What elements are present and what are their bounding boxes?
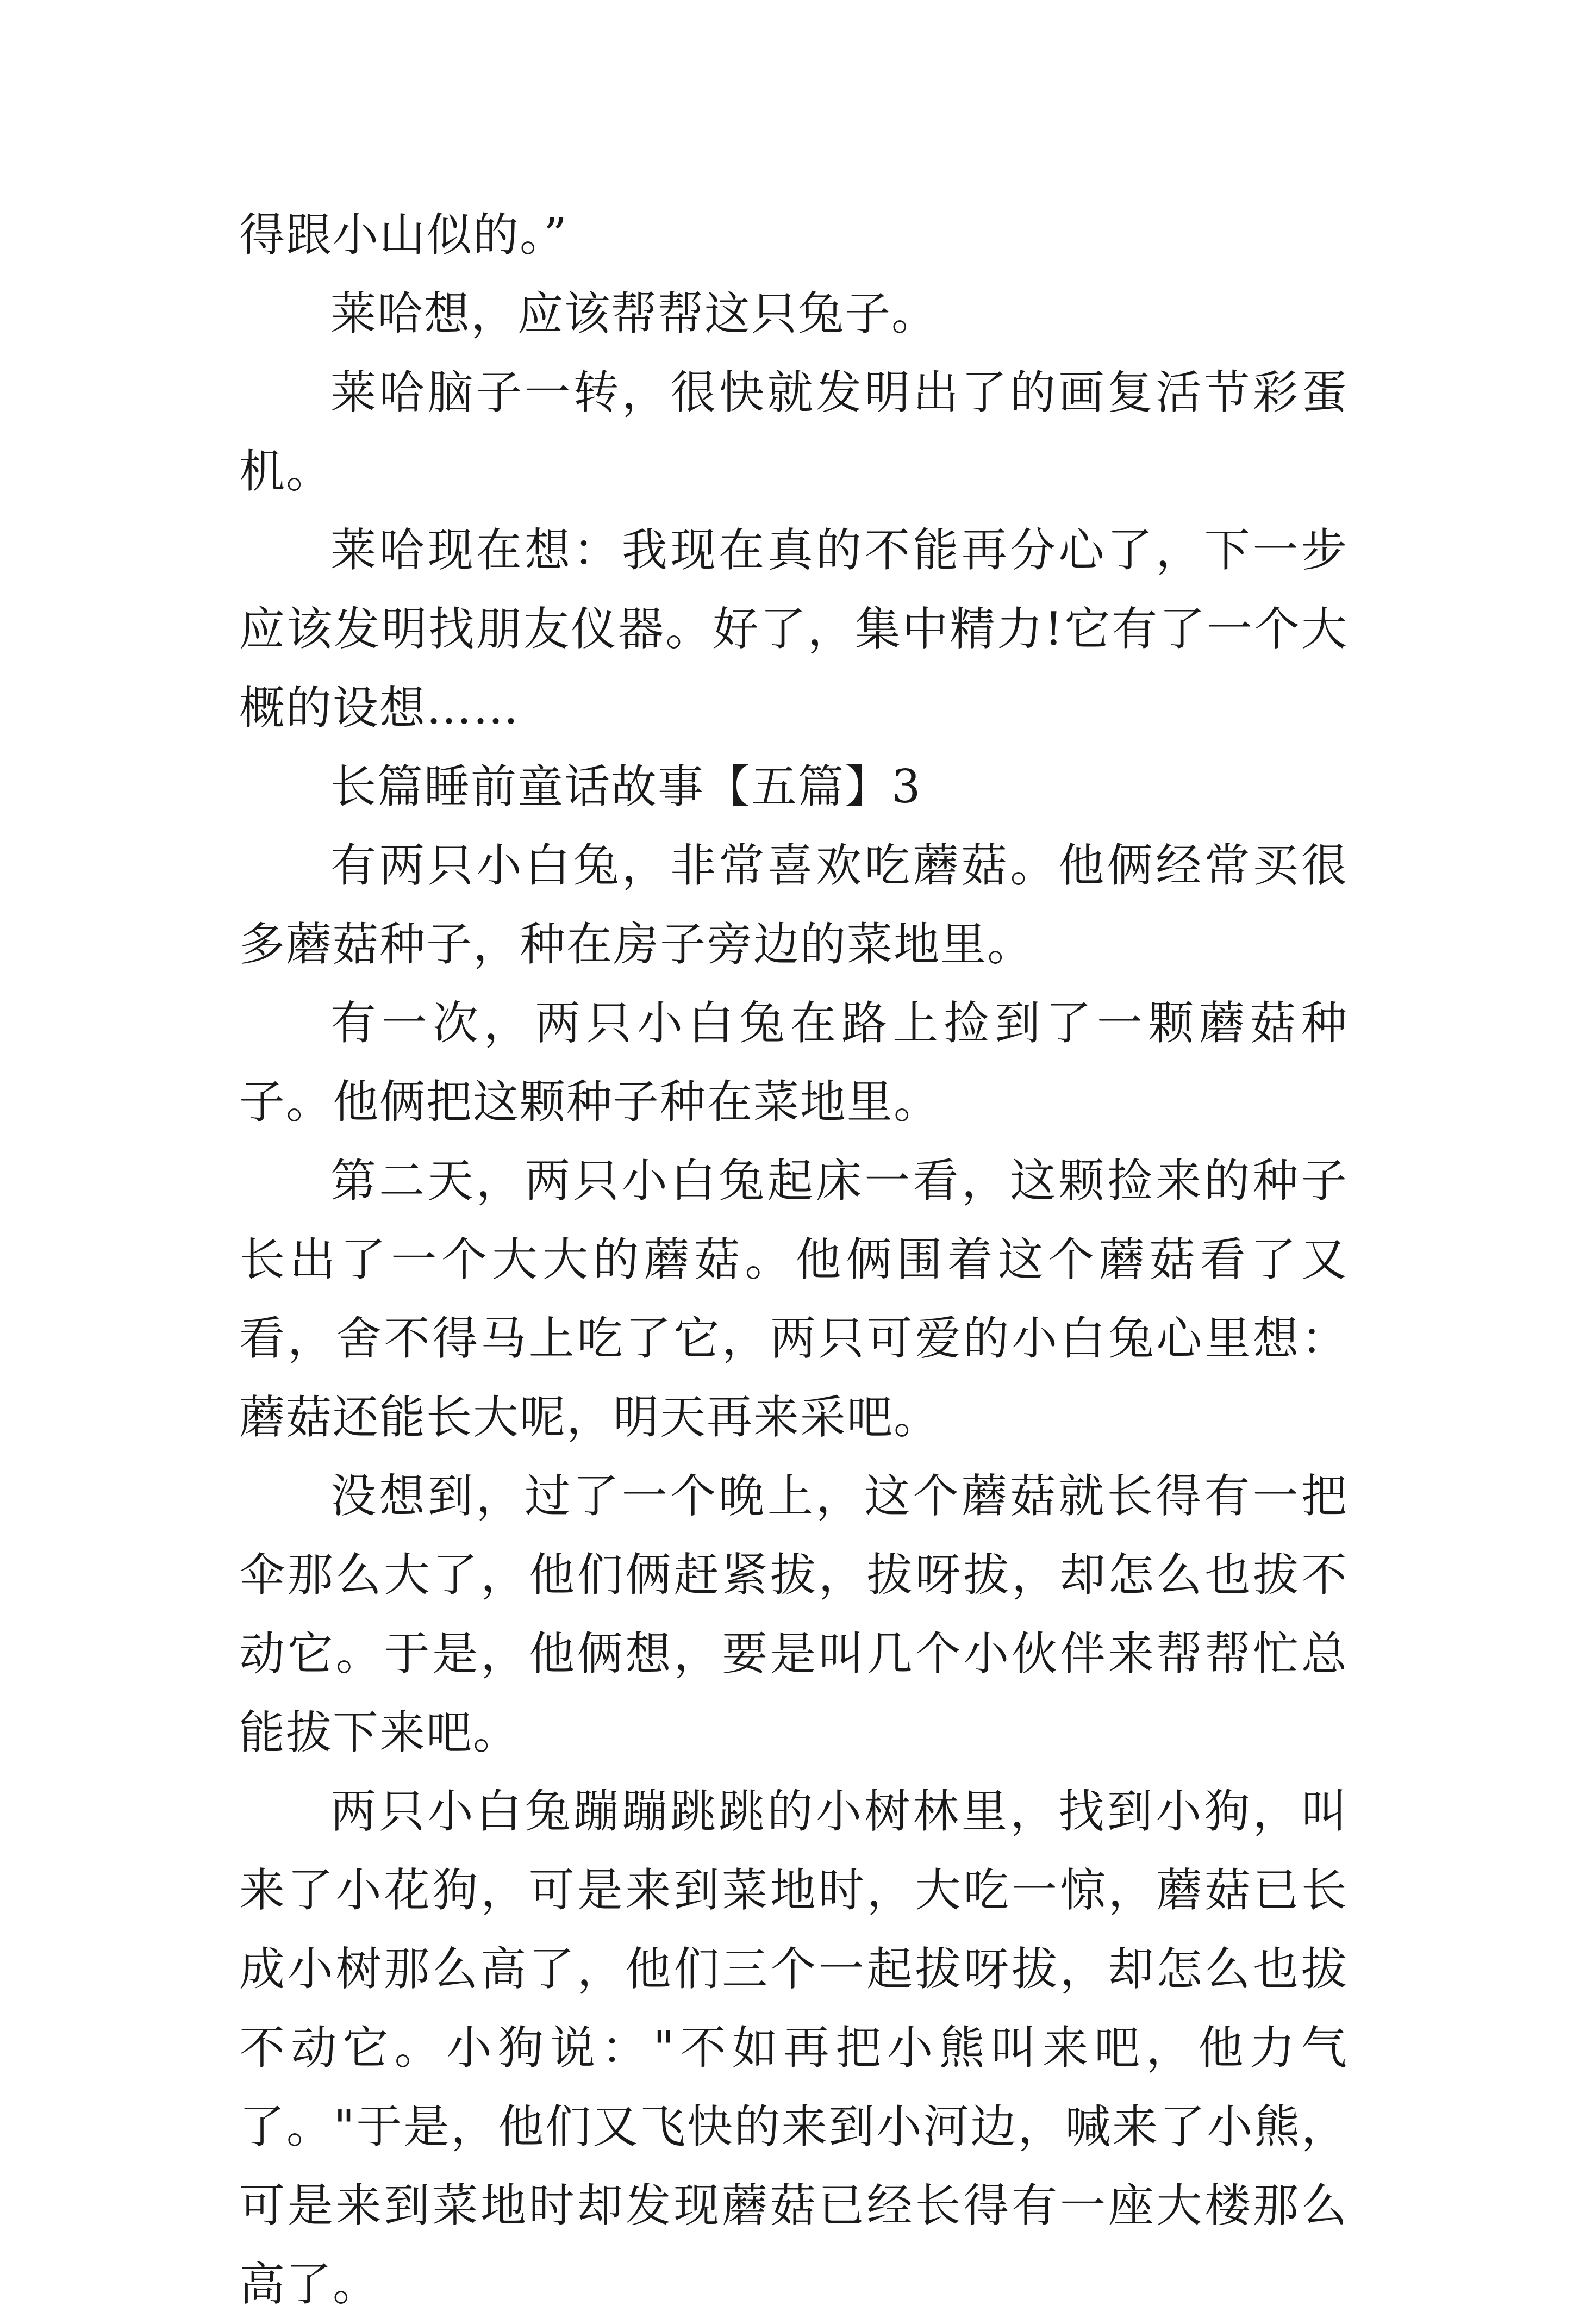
paragraph: 得跟小山似的。” [239, 208, 568, 261]
paragraph: 有两只小白兔，非常喜欢吃蘑菇。他俩经常买很多蘑菇种子，种在房子旁边的菜地里。 [239, 839, 1348, 971]
paragraph: 莱哈现在想：我现在真的不能再分心了，下一步应该发明找朋友仪器。好了，集中精力!它有了一个大概的设想…… [239, 524, 1348, 734]
paragraph: 有一次，两只小白兔在路上捡到了一颗蘑菇种子。他俩把这颗种子种在菜地里。 [239, 996, 1348, 1129]
paragraph: 没想到，过了一个晚上，这个蘑菇就长得有一把伞那么大了，他们俩赶紧拔，拔呀拔，却怎么也拔不动它。于是，他俩想，要是叫几个小伙伴来帮帮忙总能拔下来吧。 [239, 1469, 1348, 1759]
paragraph: 莱哈脑子一转，很快就发明出了的画复活节彩蛋机。 [239, 366, 1348, 498]
paragraph: 莱哈想，应该帮帮这只兔子。 [330, 287, 939, 340]
document-body [239, 196, 1348, 2324]
section-heading: 长篇睡前童话故事【五篇】3 [330, 760, 922, 813]
paragraph: 第二天，两只小白兔起床一看，这颗捡来的种子长出了一个大大的蘑菇。他俩围着这个蘑菇看了又看，舍不得马上吃了它，两只可爱的小白兔心里想：蘑菇还能长大呢，明天再来采吧。 [239, 1154, 1348, 1444]
paragraph: 两只小白兔蹦蹦跳跳的小树林里，找到小狗，叫来了小花狗，可是来到菜地时，大吃一惊，蘑菇已长成小树那么高了，他们三个一起拔呀拔，却怎么也拔不动它。小狗说："不如再把小熊叫来吧，他力气了。"于是，他们又飞快的来到小河边，喊来了小熊，可是来到菜地时却发现蘑菇已经长得有一座大楼那么高了。 [239, 1785, 1348, 2311]
